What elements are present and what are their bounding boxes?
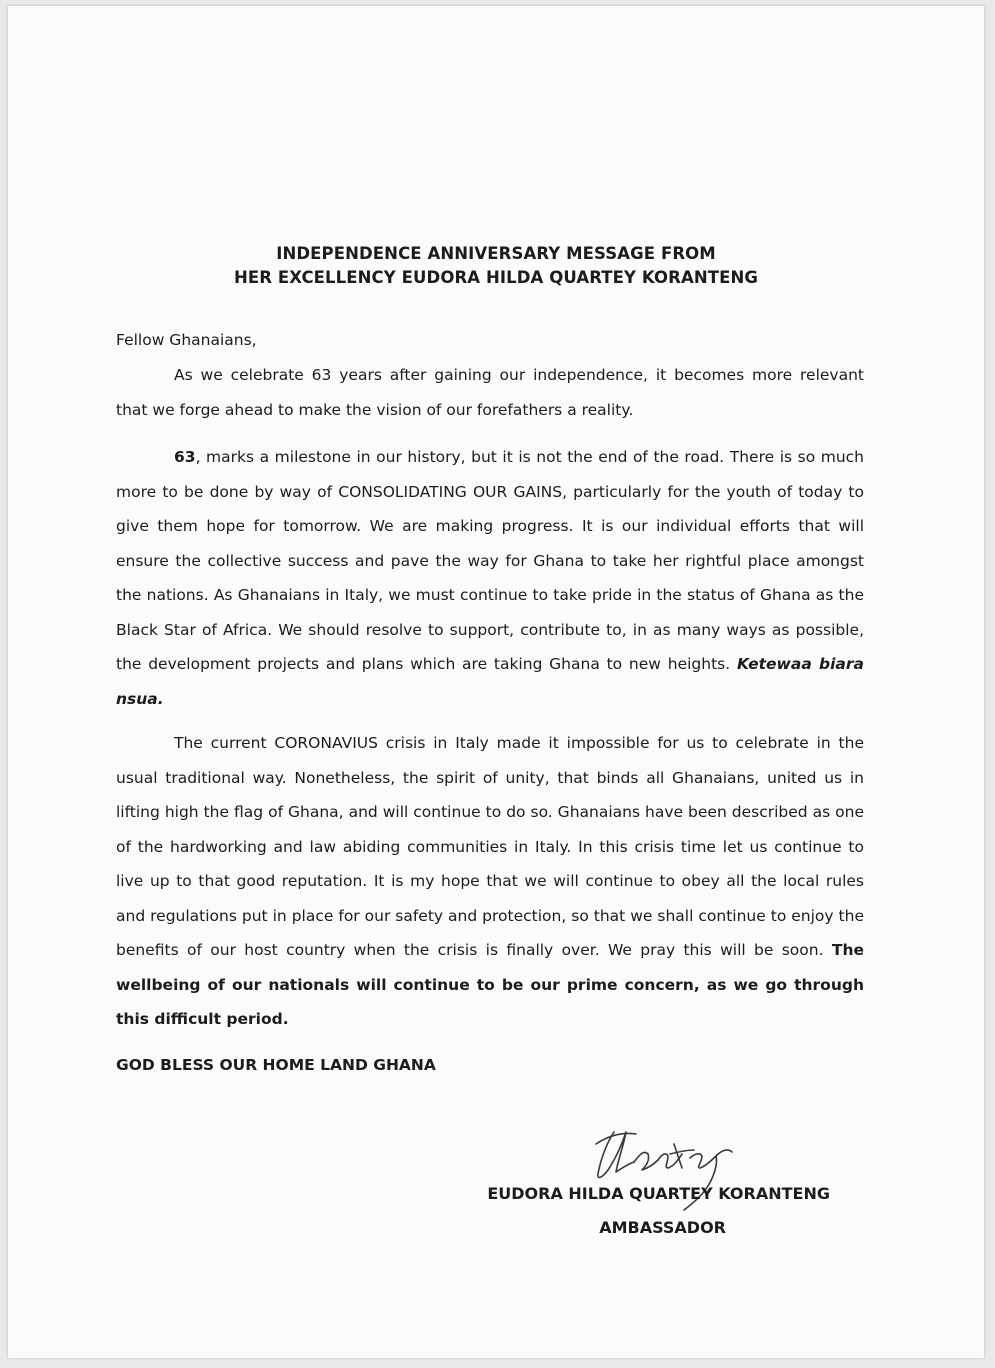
signatory-title: AMBASSADOR xyxy=(599,1218,726,1237)
paragraph-3-emphasis: The wellbeing of our nationals will continue to be our prime concern, as we go through this difficult period. xyxy=(116,941,864,1028)
paragraph-2-lead: 63 xyxy=(174,448,196,466)
signatory-name: EUDORA HILDA QUARTEY KORANTENG xyxy=(487,1184,830,1203)
paragraph-1: As we celebrate 63 years after gaining our independence, it becomes more relevant that we forge ahead to make the vision of our forefathers a reality. xyxy=(116,366,864,419)
motto: Ketewaa biara nsua. xyxy=(116,655,864,708)
salutation: Fellow Ghanaians, xyxy=(116,331,257,349)
title-line-2: HER EXCELLENCY EUDORA HILDA QUARTEY KORANTENG xyxy=(233,268,759,287)
letter-page xyxy=(8,6,984,1358)
paragraph-3 xyxy=(116,726,864,1037)
document-title xyxy=(8,242,984,290)
paragraph-3-text: The current CORONAVIUS crisis in Italy made it impossible for us to celebrate in the usual traditional way. Nonetheless, the spirit of unity, that binds all Ghanaians, united us in lifting high the flag of Ghana, and will continue to do so. Ghanaians have been described as one of the hardworking and law abiding communities in Italy. In this crisis time let us continue to live up to that good reputation. It is my hope that we will continue to obey all the local rules and regulations put in place for our safety and protection, so that we shall continue to enjoy the benefits of our host country when the crisis is finally over. We pray this will be soon. xyxy=(116,734,864,959)
closing-blessing: GOD BLESS OUR HOME LAND GHANA xyxy=(116,1056,436,1074)
title-line-1: INDEPENDENCE ANNIVERSARY MESSAGE FROM xyxy=(276,244,716,263)
paragraph-2 xyxy=(116,440,864,716)
paragraph-2-text: , marks a milestone in our history, but it is not the end of the road. There is so much more to be done by way of CONSOLIDATING OUR GAINS, particularly for the youth of today to give them hope for tomorrow. We are making progress. It is our individual efforts that will ensure the collective success and pave the way for Ghana to take her rightful place amongst the nations. As Ghanaians in Italy, we must continue to take pride in the status of Ghana as the Black Star of Africa. We should resolve to support, contribute to, in as many ways as possible, the development projects and plans which are taking Ghana to new heights. xyxy=(116,448,864,673)
